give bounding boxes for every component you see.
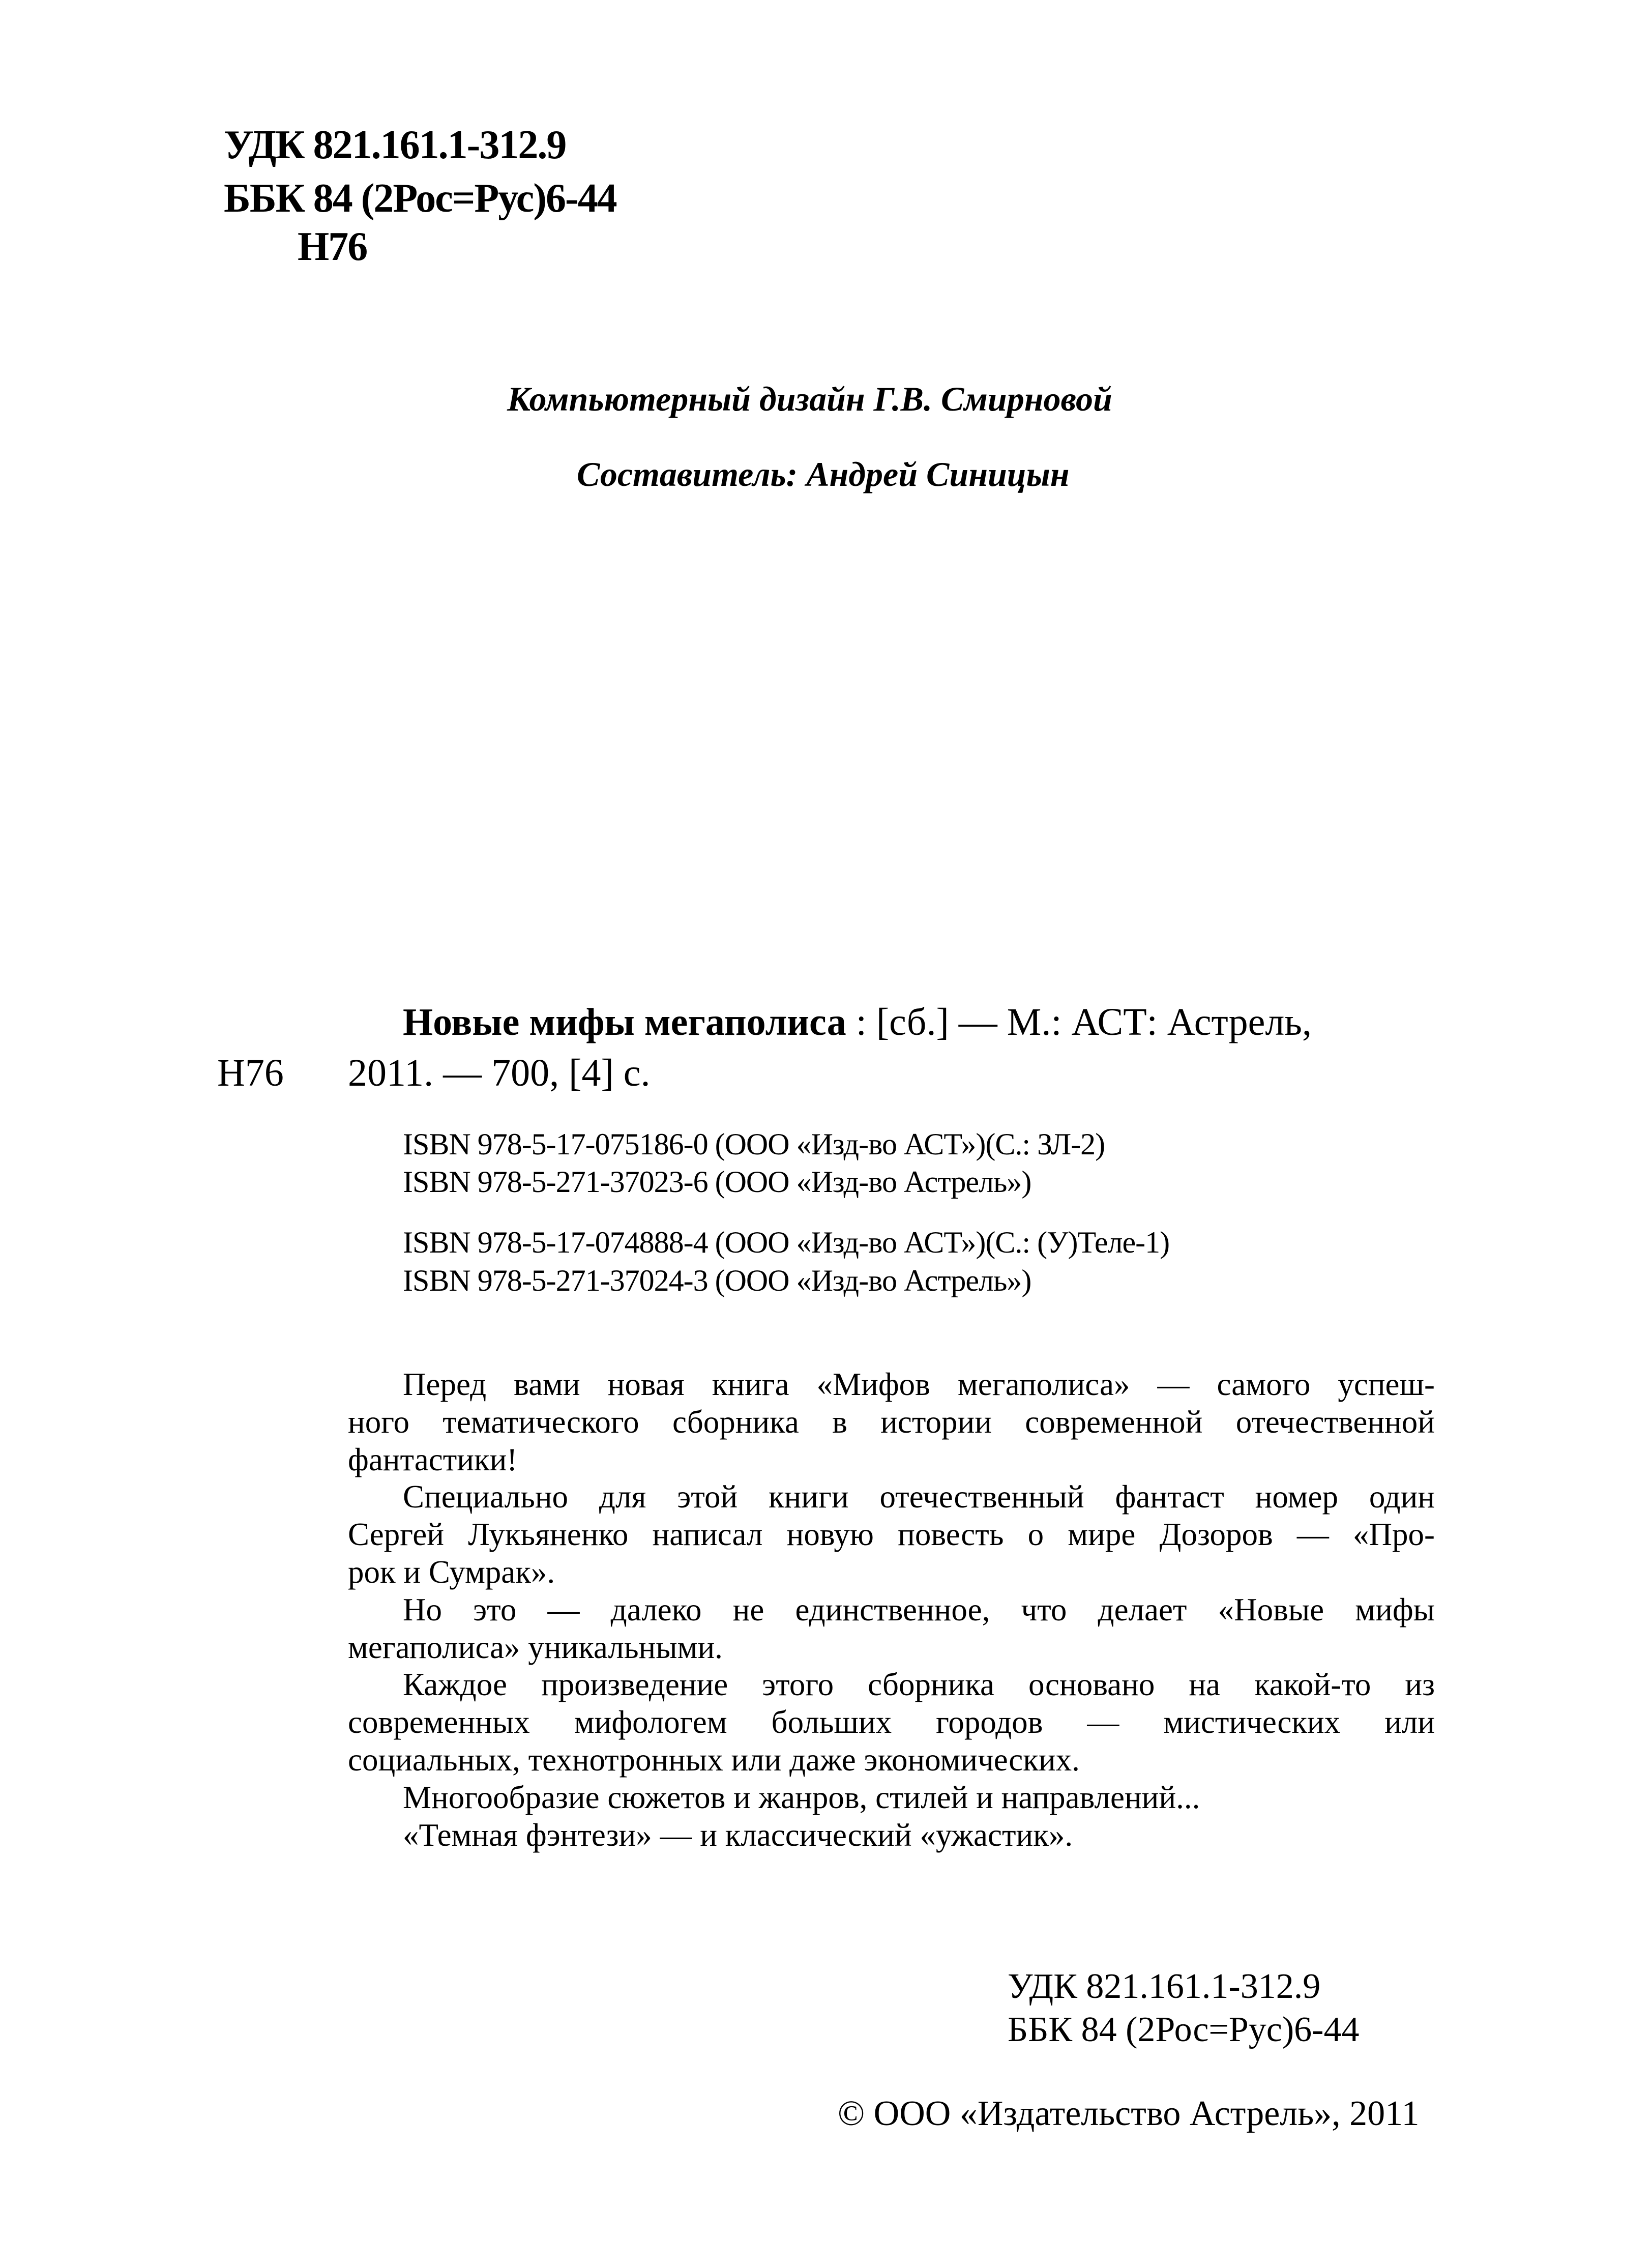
annotation-line: социальных, технотронных или даже экономических. xyxy=(348,1741,1080,1778)
annotation-line: Многообразие сюжетов и жанров, стилей и направлений... xyxy=(403,1779,1200,1815)
publication-info: : [сб.] — М.: АСТ: Астрель, xyxy=(846,1001,1312,1043)
copyright: © ООО «Издательство Астрель», 2011 xyxy=(838,2094,1420,2133)
bibliographic-author-mark: Н76 xyxy=(217,1052,284,1094)
bibliographic-year-pages: 2011. — 700, [4] с. xyxy=(348,1052,651,1094)
udk-code: УДК 821.161.1-312.9 xyxy=(224,123,566,167)
annotation-line: «Темная фэнтези» — и классический «ужастик». xyxy=(403,1817,1073,1853)
annotation-line: современных мифологем больших городов — мистических или xyxy=(348,1704,1435,1740)
annotation-line: мегаполиса» уникальными. xyxy=(348,1629,723,1665)
bbk-code: ББК 84 (2Рос=Рус)6-44 xyxy=(224,176,616,221)
bottom-bbk-code: ББК 84 (2Рос=Рус)6-44 xyxy=(1008,2010,1360,2049)
annotation-line: фантастики! xyxy=(348,1441,518,1477)
bibliographic-title-line xyxy=(403,998,1312,1047)
isbn-line: ISBN 978-5-17-075186-0 (ООО «Изд-во АСТ»)(С.: ЗЛ-2) xyxy=(403,1127,1105,1161)
design-credit: Компьютерный дизайн Г.В. Смирновой xyxy=(507,380,1112,418)
isbn-line: ISBN 978-5-271-37023-6 (ООО «Изд-во Астрель») xyxy=(403,1165,1031,1199)
annotation-line: ного тематического сборника в истории современной отечественной xyxy=(348,1404,1435,1440)
annotation xyxy=(348,1366,1435,1854)
isbn-line: ISBN 978-5-17-074888-4 (ООО «Изд-во АСТ»)(С.: (У)Теле-1) xyxy=(403,1226,1170,1259)
annotation-line: Каждое произведение этого сборника основано на какой-то из xyxy=(403,1667,1435,1703)
bottom-udk-code: УДК 821.161.1-312.9 xyxy=(1008,1967,1321,2006)
compiler-credit: Составитель: Андрей Синицын xyxy=(577,455,1070,493)
annotation-line: Специально для этой книги отечественный фантаст номер один xyxy=(403,1479,1435,1515)
annotation-line: Но это — далеко не единственное, что делает «Новые мифы xyxy=(403,1591,1435,1627)
annotation-line: Сергей Лукьяненко написал новую повесть о мире Дозоров — «Про- xyxy=(348,1517,1435,1553)
author-mark: Н76 xyxy=(298,224,367,269)
annotation-line: Перед вами новая книга «Мифов мегаполиса» — самого успеш- xyxy=(403,1367,1435,1402)
isbn-line: ISBN 978-5-271-37024-3 (ООО «Изд-во Астрель») xyxy=(403,1264,1031,1297)
annotation-line: рок и Сумрак». xyxy=(348,1554,555,1590)
book-title: Новые мифы мегаполиса xyxy=(403,1001,846,1043)
